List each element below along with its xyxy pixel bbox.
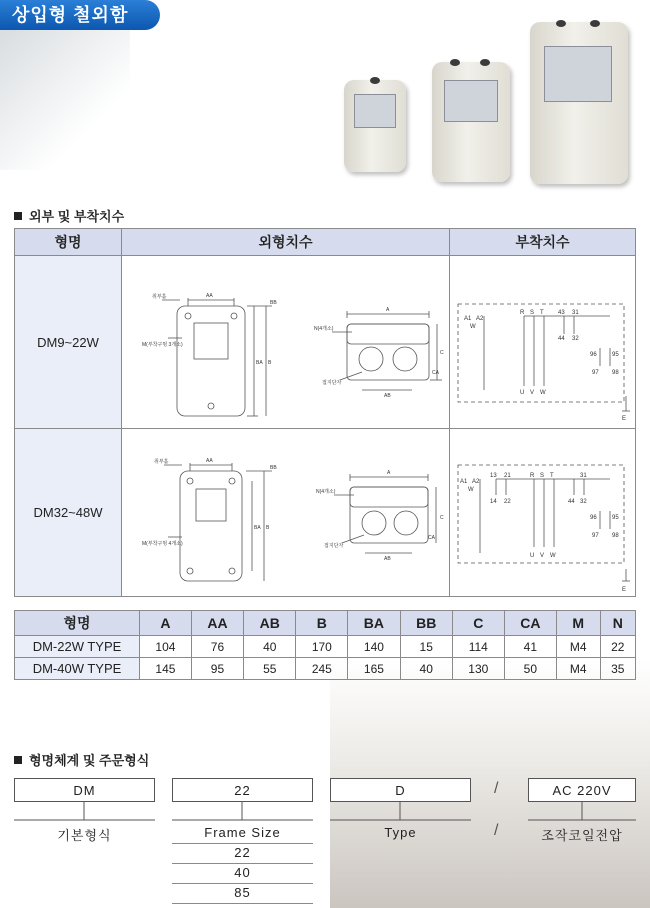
dim-model: DM-22W TYPE [15, 636, 140, 658]
dim-header: AA [191, 611, 243, 636]
product-photo [340, 20, 640, 190]
row-model-1: DM9~22W [15, 256, 122, 428]
table-row [15, 636, 636, 658]
enclosure-medium [432, 62, 510, 182]
section-heading-order [14, 750, 149, 769]
dim-header: N [600, 611, 635, 636]
dim-header: CA [504, 611, 556, 636]
label-ab: AB [384, 393, 391, 399]
wire-s: S [530, 310, 535, 316]
label-b: B [268, 360, 272, 366]
wire-t: T [550, 473, 554, 479]
wire-a2: A2 [472, 479, 480, 485]
dim-model: DM-40W TYPE [15, 658, 140, 680]
background-fade [0, 30, 130, 170]
page-title: 상입형 철외함 [0, 0, 160, 30]
label-b: B [266, 525, 270, 531]
dim-cell: 170 [296, 636, 348, 658]
wire-32: 32 [572, 336, 579, 342]
label-frame-size: Frame Size [204, 825, 281, 840]
dim-header: BA [348, 611, 400, 636]
header-model: 형명 [15, 229, 122, 256]
wire-a1: A1 [460, 479, 468, 485]
wire-31: 31 [572, 310, 579, 316]
header-outline: 외형치수 [122, 229, 450, 256]
wire-44: 44 [558, 336, 565, 342]
label-mount-hole: 취부홀 [154, 459, 169, 465]
dim-cell: M4 [557, 636, 601, 658]
label-type: Type [384, 825, 417, 840]
separator-slash: / [494, 780, 499, 797]
dim-cell: 140 [348, 636, 400, 658]
label-ba: BA [254, 525, 261, 531]
label-n: N(4개소) [314, 326, 334, 332]
order-box-voltage: AC 220V [528, 778, 636, 802]
table-row [15, 658, 636, 680]
wire-96: 96 [590, 515, 597, 521]
wire-u: U [520, 390, 525, 396]
separator-slash: / [494, 822, 499, 839]
dim-cell: 245 [296, 658, 348, 680]
section-title: 형명체계 및 주문형식 [29, 753, 150, 768]
dim-header: B [296, 611, 348, 636]
dim-cell: 114 [452, 636, 504, 658]
order-connectors [0, 802, 650, 822]
list-item: 85 [234, 885, 251, 900]
wire-r: R [520, 310, 525, 316]
label-ca: CA [432, 370, 439, 376]
dim-cell: 165 [348, 658, 400, 680]
label-bb: BB [270, 465, 277, 471]
label-ca: CA [428, 535, 435, 541]
wire-v: V [530, 390, 535, 396]
square-bullet-icon [14, 756, 22, 764]
label-ground: 접지단자 [324, 543, 344, 549]
section-heading-dimensions [14, 206, 124, 225]
order-box-frame: 22 [172, 778, 313, 802]
wire-95: 95 [612, 352, 619, 358]
label-bb: BB [270, 300, 277, 306]
wire-43: 43 [558, 310, 565, 316]
dim-cell: 15 [400, 636, 452, 658]
label-mount-hole: 취부홀 [152, 294, 167, 300]
dim-cell: 50 [504, 658, 556, 680]
dim-cell: 40 [400, 658, 452, 680]
dim-header: BB [400, 611, 452, 636]
wire-98: 98 [612, 533, 619, 539]
dim-cell: 130 [452, 658, 504, 680]
dimension-header-row [15, 611, 636, 636]
wire-u: U [530, 553, 535, 559]
order-box-type: D [330, 778, 471, 802]
label-coil-voltage: 조작코일전압 [541, 828, 623, 843]
row-model-2: DM32~48W [15, 429, 122, 596]
wiring-diagram-large [450, 429, 635, 596]
list-item: 40 [234, 865, 251, 880]
label-c: C [440, 515, 444, 521]
dim-cell: 145 [140, 658, 192, 680]
enclosure-large [530, 22, 628, 184]
wire-98: 98 [612, 370, 619, 376]
wire-v: V [540, 553, 545, 559]
enclosure-small [344, 80, 406, 172]
wire-22: 22 [504, 499, 511, 505]
wire-a1: A1 [464, 316, 472, 322]
label-c: C [440, 350, 444, 356]
dimension-table [14, 610, 636, 680]
wire-32: 32 [580, 499, 587, 505]
label-a: A [387, 470, 391, 476]
wire-t: T [540, 310, 544, 316]
dim-cell: 40 [244, 636, 296, 658]
wire-97: 97 [592, 533, 599, 539]
dim-cell: 76 [191, 636, 243, 658]
wire-96: 96 [590, 352, 597, 358]
dim-cell: 55 [244, 658, 296, 680]
dim-header: C [452, 611, 504, 636]
wire-31: 31 [580, 473, 587, 479]
dim-cell: 95 [191, 658, 243, 680]
dim-cell: M4 [557, 658, 601, 680]
dim-cell: 41 [504, 636, 556, 658]
wire-97: 97 [592, 370, 599, 376]
label-aa: AA [206, 458, 213, 464]
section-title: 외부 및 부착치수 [29, 209, 125, 224]
wire-21: 21 [504, 473, 511, 479]
wire-44: 44 [568, 499, 575, 505]
wire-w: W [470, 324, 476, 330]
label-m-holes: M(부착구멍 4개소) [142, 541, 183, 547]
label-basic-type: 기본형식 [57, 828, 112, 843]
square-bullet-icon [14, 212, 22, 220]
order-box-series: DM [14, 778, 155, 802]
wire-w2: W [550, 553, 556, 559]
label-ground: 접지단자 [322, 380, 342, 386]
label-ab: AB [384, 556, 391, 562]
label-m-holes: M(부착구멍 3개소) [142, 342, 183, 348]
wiring-diagram-small [450, 256, 635, 428]
wire-s: S [540, 473, 545, 479]
wire-a2: A2 [476, 316, 484, 322]
dim-header: A [140, 611, 192, 636]
wire-w2: W [540, 390, 546, 396]
outline-drawing-small [122, 256, 449, 428]
wire-w: W [468, 487, 474, 493]
wire-e: E [622, 587, 627, 593]
label-aa: AA [206, 293, 213, 299]
wire-r: R [530, 473, 535, 479]
label-a: A [386, 307, 390, 313]
wire-e: E [622, 416, 627, 422]
dim-cell: 35 [600, 658, 635, 680]
wire-13: 13 [490, 473, 497, 479]
outline-drawing-large [122, 429, 449, 596]
header-mounting: 부착치수 [450, 229, 635, 256]
dim-header: 형명 [15, 611, 140, 636]
wire-95: 95 [612, 515, 619, 521]
dim-header: M [557, 611, 601, 636]
dim-header: AB [244, 611, 296, 636]
wire-14: 14 [490, 499, 497, 505]
dim-cell: 104 [140, 636, 192, 658]
drawing-table [14, 228, 636, 597]
list-item: 22 [234, 845, 251, 860]
dim-cell: 22 [600, 636, 635, 658]
label-ba: BA [256, 360, 263, 366]
label-n: N(4개소) [316, 489, 336, 495]
frame-size-list [172, 843, 313, 903]
